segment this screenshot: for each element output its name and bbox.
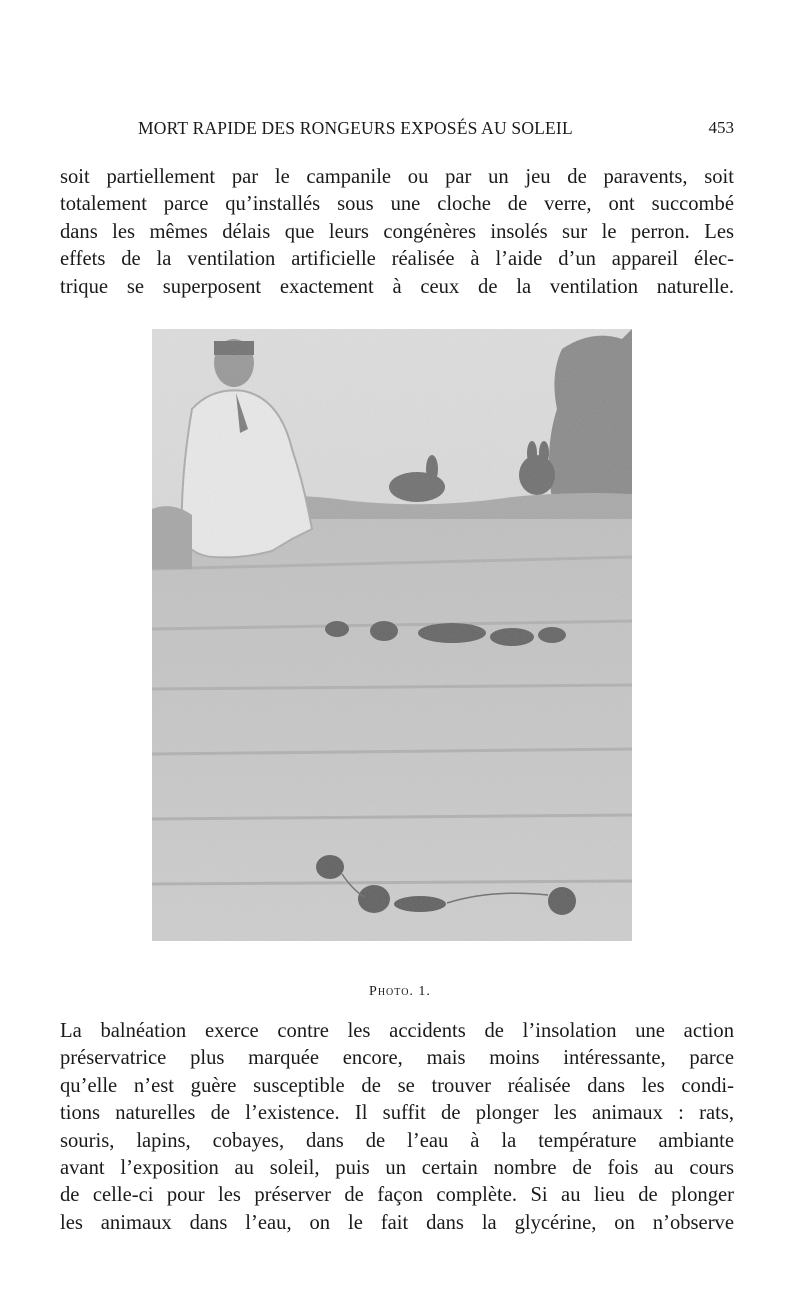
text-line: souris, lapins, cobayes, dans de l’eau à la température ambiante (60, 1129, 734, 1152)
text-line: trique se superposent exactement à ceux de la ventilation naturelle. (60, 275, 734, 298)
text-line: effets de la ventilation artificielle réalisée à l’aide d’un appareil élec- (60, 248, 734, 271)
body-paragraph-bottom (60, 1018, 734, 1237)
photo-illustration (152, 329, 632, 941)
text-line: qu’elle n’est guère susceptible de se trouver réalisée dans les condi- (60, 1074, 734, 1097)
running-title: MORT RAPIDE DES RONGEURS EXPOSÉS AU SOLEIL (138, 118, 573, 138)
figure-photograph (152, 329, 632, 941)
text-line: La balnéation exerce contre les accidents de l’insolation une action (60, 1020, 734, 1042)
body-paragraph-top (60, 164, 734, 301)
text-line: tions naturelles de l’existence. Il suffit de plonger les animaux : rats, (60, 1102, 734, 1125)
text-line: totalement parce qu’installés sous une cloche de verre, ont succombé (60, 193, 734, 216)
running-header (138, 118, 734, 146)
text-line: soit partiellement par le campanile ou par un jeu de paravents, soit (60, 166, 734, 188)
page-number: 453 (708, 118, 734, 137)
text-line: de celle-ci pour les préserver de façon complète. Si au lieu de plonger (60, 1184, 734, 1207)
text-line: avant l’exposition au soleil, puis un certain nombre de fois au cours (60, 1157, 734, 1180)
text-line: les animaux dans l’eau, on le fait dans la glycérine, on n’observe (60, 1211, 734, 1234)
figure-caption: Photo. 1. (369, 984, 431, 999)
photo-fade (152, 329, 632, 941)
text-line: dans les mêmes délais que leurs congénères insolés sur le perron. Les (60, 220, 734, 243)
text-line: préservatrice plus marquée encore, mais moins intéressante, parce (60, 1047, 734, 1070)
